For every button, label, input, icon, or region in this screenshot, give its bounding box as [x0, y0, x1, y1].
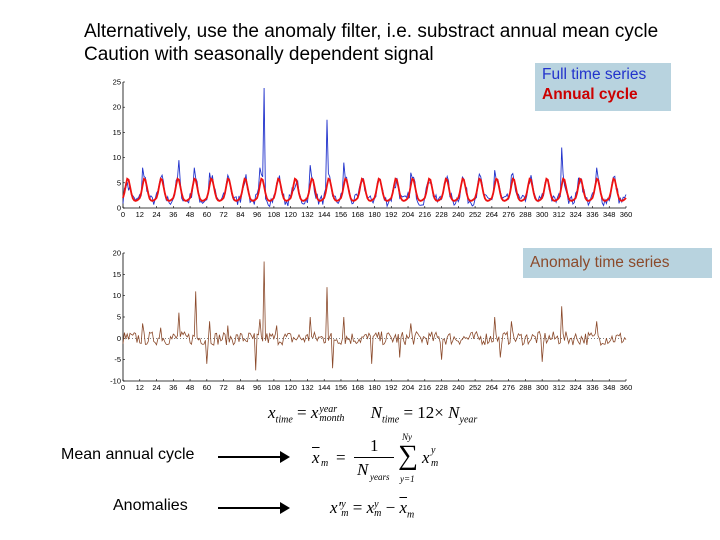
f2-term-sub: m: [431, 458, 439, 469]
c1-x-tick-label: 348: [602, 210, 616, 219]
c2-x-tick-label: 108: [267, 383, 281, 392]
f1-rhs-sup: year: [319, 404, 338, 416]
c1-x-tick-label: 168: [351, 210, 364, 219]
c1-y-tick-label: 0: [116, 203, 121, 213]
c2-x-tick-label: 84: [236, 383, 245, 392]
c2-x-tick-label: 228: [435, 383, 448, 392]
c2-x-tick-label: 96: [252, 383, 262, 392]
f1-n-sub: time: [382, 414, 400, 426]
c1-x-tick-label: 336: [586, 210, 599, 219]
c2-x-tick-label: 132: [301, 383, 314, 392]
c1-x-tick-label: 84: [236, 210, 245, 219]
f3-eq: =: [352, 498, 363, 517]
c2-x-tick-label: 24: [152, 383, 161, 392]
arrow-anomalies: [218, 507, 288, 509]
c1-x-tick-label: 96: [252, 210, 262, 219]
c1-x-tick-label: 0: [120, 210, 126, 219]
c1-y-tick-label: 15: [112, 127, 121, 137]
f1-n: N: [370, 403, 382, 422]
c1-x-tick-label: 48: [185, 210, 195, 219]
c1-x-tick-label: 180: [368, 210, 381, 219]
c2-x-tick-label: 312: [552, 383, 566, 392]
f2-term-sup: y: [431, 445, 436, 456]
f2-term: x: [422, 448, 430, 467]
c1-x-tick-label: 216: [418, 210, 432, 219]
f3-xprime-sub: m: [341, 508, 349, 520]
c2-x-tick-label: 252: [468, 383, 482, 392]
c1-x-tick-label: 360: [619, 210, 633, 219]
c1-y-tick-label: 25: [112, 77, 121, 87]
c2-y-tick-label: 15: [112, 269, 121, 279]
legend-anomaly: [523, 248, 712, 278]
label-anomalies: Anomalies: [113, 497, 188, 514]
f1-x-sub: time: [275, 414, 293, 426]
c1-x-tick-label: 312: [552, 210, 566, 219]
c2-y-tick-label: -5: [114, 355, 121, 365]
legend-annual-cycle: Annual cycle: [542, 86, 638, 103]
c1-x-tick-label: 240: [452, 210, 465, 219]
f1-n-eq: = 12×: [403, 403, 444, 422]
c2-y-tick-label: 20: [112, 248, 121, 258]
f2-sigma: ∑: [398, 440, 418, 471]
c2-y-tick-label: 10: [112, 291, 121, 301]
c2-x-tick-label: 288: [519, 383, 532, 392]
c1-x-tick-label: 324: [569, 210, 582, 219]
c2-x-tick-label: 72: [219, 383, 228, 392]
c2-x-tick-label: 192: [385, 383, 398, 392]
f1-rhs-sub: month: [319, 413, 345, 425]
f2-fraction-bar: [354, 457, 394, 458]
c1-x-tick-label: 192: [385, 210, 398, 219]
c1-x-tick-label: 144: [317, 210, 331, 219]
f3-term-sup: y: [374, 499, 379, 511]
c2-x-tick-label: 204: [401, 383, 415, 392]
c1-x-tick-label: 132: [301, 210, 314, 219]
legend-top: [535, 63, 671, 111]
c1-y-tick-label: 20: [112, 102, 121, 112]
c2-x-tick-label: 0: [120, 383, 126, 392]
c2-x-tick-label: 36: [169, 383, 178, 392]
c1-x-tick-label: 36: [169, 210, 178, 219]
c1-x-tick-label: 204: [401, 210, 415, 219]
f2-xbar-sub: m: [321, 458, 329, 469]
c1-x-tick-label: 276: [502, 210, 515, 219]
c2-x-tick-label: 180: [368, 383, 381, 392]
f3-mean-sub: m: [407, 509, 415, 521]
f2-sum-bottom: y=1: [400, 474, 415, 484]
c1-x-tick-label: 228: [435, 210, 448, 219]
f1-n-rhs-sub: year: [459, 414, 478, 426]
c2-y-tick-label: 5: [116, 312, 121, 322]
c1-x-tick-label: 24: [152, 210, 161, 219]
c2-x-tick-label: 360: [619, 383, 633, 392]
c1-x-tick-label: 264: [485, 210, 499, 219]
c1-x-tick-label: 288: [519, 210, 532, 219]
c1-x-tick-label: 120: [284, 210, 297, 219]
slide-title-line2: Caution with seasonally dependent signal: [84, 44, 434, 65]
slide-title-line1: Alternatively, use the anomaly filter, i.e. substract annual mean cycle: [84, 21, 659, 42]
c1-x-tick-label: 12: [135, 210, 144, 219]
f3-term: x: [366, 498, 375, 517]
c2-x-tick-label: 240: [452, 383, 465, 392]
f3-term-sub: m: [374, 508, 382, 520]
arrow-mean-annual-cycle: [218, 456, 288, 458]
c2-x-tick-label: 264: [485, 383, 499, 392]
c2-x-tick-label: 348: [602, 383, 616, 392]
f2-eq: =: [336, 448, 346, 467]
c2-x-tick-label: 120: [284, 383, 297, 392]
c2-x-tick-label: 300: [535, 383, 549, 392]
c1-x-tick-label: 108: [267, 210, 281, 219]
c2-x-tick-label: 168: [351, 383, 364, 392]
f3-xprime-sup: y: [341, 499, 346, 511]
f3-mean: x: [399, 498, 408, 517]
c1-x-tick-label: 156: [334, 210, 348, 219]
f1-eq: =: [297, 403, 307, 422]
c2-x-tick-label: 324: [569, 383, 582, 392]
formula-time-index: [268, 403, 477, 425]
f2-sum-top: Ny: [402, 432, 412, 442]
f3-minus: −: [385, 498, 396, 517]
f2-denom: N: [357, 460, 369, 479]
legend-anomaly-label: Anomaly time series: [530, 254, 670, 271]
label-mean-annual-cycle: Mean annual cycle: [61, 446, 195, 463]
c2-x-tick-label: 216: [418, 383, 432, 392]
f2-xbar: x: [312, 448, 320, 467]
c1-x-tick-label: 300: [535, 210, 549, 219]
c1-x-tick-label: 252: [468, 210, 482, 219]
c2-x-tick-label: 144: [317, 383, 331, 392]
c2-x-tick-label: 276: [502, 383, 515, 392]
c2-x-tick-label: 156: [334, 383, 348, 392]
f1-x: x: [268, 403, 276, 422]
c2-x-tick-label: 12: [135, 383, 144, 392]
legend-full-series: Full time series: [542, 66, 647, 83]
f2-numer: 1: [370, 436, 379, 455]
c2-x-tick-label: 336: [586, 383, 599, 392]
c2-x-tick-label: 60: [202, 383, 212, 392]
c2-x-tick-label: 48: [185, 383, 195, 392]
f3-xprime: x′: [330, 498, 342, 517]
c1-x-tick-label: 72: [219, 210, 228, 219]
formula-anomalies: [330, 498, 414, 520]
f1-rhs: x: [310, 403, 319, 422]
c1-y-tick-label: 10: [112, 153, 121, 163]
f1-n-rhs: N: [448, 403, 460, 422]
c1-x-tick-label: 60: [202, 210, 212, 219]
c2-y-tick-label: 0: [116, 333, 121, 343]
f2-denom-sub: years: [370, 472, 390, 482]
annual-cycle-line: [123, 179, 626, 201]
c1-y-tick-label: 5: [116, 178, 121, 188]
c2-y-tick-label: -10: [110, 376, 121, 386]
